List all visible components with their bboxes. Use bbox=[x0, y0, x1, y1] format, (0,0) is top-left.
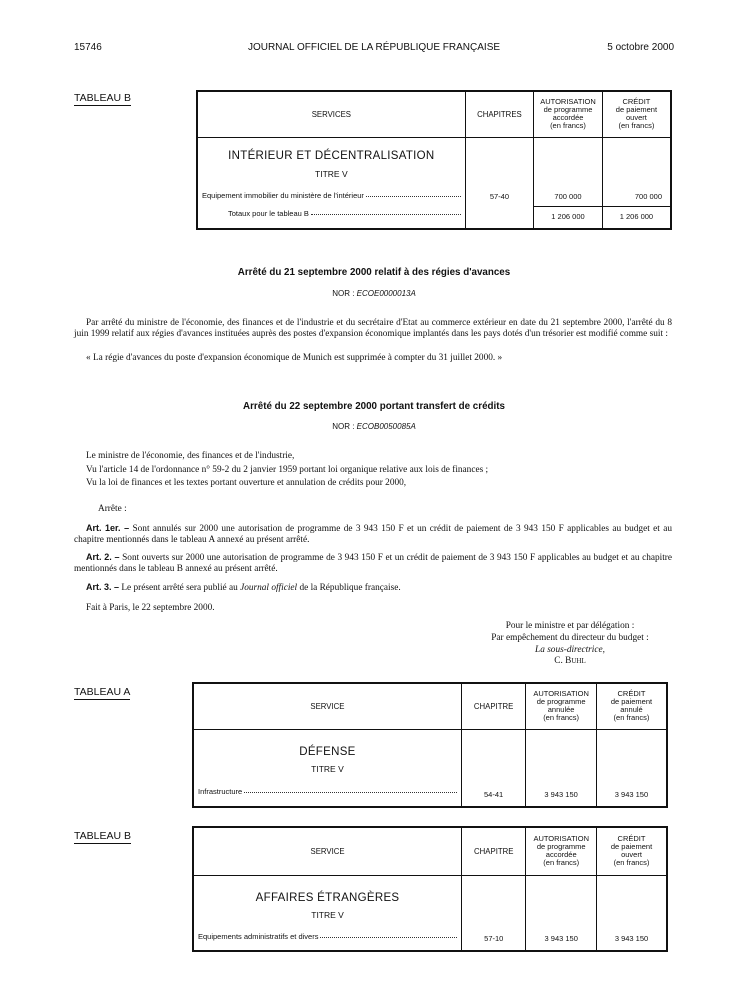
table1-col-credit: CRÉDIT de paiement ouvert (en francs) bbox=[602, 91, 671, 137]
table2-row-autorisation: 3 943 150 bbox=[544, 789, 578, 799]
table1-total: Totaux pour le tableau B bbox=[202, 209, 461, 218]
table2-col-chapitre: CHAPITRE bbox=[461, 683, 525, 729]
table2-row-credit: 3 943 150 bbox=[614, 789, 649, 799]
arrete1-para1: Par arrêté du ministre de l'économie, des finances et de l'industrie et du secrétaire d'Etat au commerce extérieur en date du 21 septembre 2000, l'arrêté du 8 juin 1999 relatif aux régies d'avances instituées auprès des postes d'expansion économique implantés dans les pays dotés d'un trésorier est modifié comme suit : bbox=[74, 318, 672, 339]
arrete2-art3: Art. 3. – Le présent arrêté sera publié au Journal officiel de la République française. bbox=[86, 582, 401, 593]
table1 bbox=[196, 90, 672, 230]
table1-total-autorisation: 1 206 000 bbox=[551, 211, 585, 221]
table3-col-credit: CRÉDIT de paiement ouvert (en francs) bbox=[597, 827, 667, 875]
table2-section: DÉFENSE bbox=[299, 745, 356, 758]
table1-row: Equipement immobilier du ministère de l'intérieur bbox=[202, 191, 461, 200]
table3-row-chapitre: 57-10 bbox=[484, 933, 504, 943]
arrete2-nor: NOR : ECOB0050085A bbox=[332, 422, 416, 431]
table1-row-autorisation: 700 000 bbox=[554, 191, 582, 201]
table2-row: Infrastructure bbox=[198, 787, 457, 796]
arrete2-arrete: Arrête : bbox=[98, 504, 127, 514]
arrete1-title: Arrêté du 21 septembre 2000 relatif à des régies d'avances bbox=[237, 267, 511, 278]
arrete2-line3: Vu la loi de finances et les textes portant ouverture et annulation de crédits pour 2000, bbox=[86, 478, 407, 488]
table2-label: TABLEAU A bbox=[74, 686, 131, 698]
journal-title: JOURNAL OFFICIEL DE LA RÉPUBLIQUE FRANÇAISE bbox=[247, 42, 501, 53]
arrete2-line1: Le ministre de l'économie, des finances et de l'industrie, bbox=[86, 451, 295, 461]
table2-row-chapitre: 54-41 bbox=[484, 789, 504, 799]
arrete2-title: Arrêté du 22 septembre 2000 portant transfert de crédits bbox=[243, 401, 505, 412]
table1-col-autorisation: AUTORISATION de programme accordée (en francs) bbox=[534, 91, 603, 137]
table3-section: AFFAIRES ÉTRANGÈRES bbox=[255, 891, 400, 904]
arrete2-line2: Vu l'article 14 de l'ordonnance n° 59-2 du 2 janvier 1959 portant loi organique relative aux lois de finances ; bbox=[86, 465, 489, 475]
table1-row-credit: 700 000 bbox=[634, 191, 662, 201]
table1-row-chapitre: 57-40 bbox=[489, 191, 509, 201]
table3-row-credit: 3 943 150 bbox=[614, 933, 649, 943]
arrete2-art2: Art. 2. – Sont ouverts sur 2000 une autorisation de programme de 3 943 150 F et un crédit de paiement de 3 943 150 F applicables au budget et au chapitre mentionnés dans le tableau B annexé au présent arrêté. bbox=[74, 552, 673, 574]
table1-titre: TITRE V bbox=[315, 168, 348, 179]
table3-col-autorisation: AUTORISATION de programme accordée (en francs) bbox=[526, 827, 597, 875]
page-number: 15746 bbox=[74, 42, 102, 53]
table1-section: INTÉRIEUR ET DÉCENTRALISATION bbox=[228, 149, 435, 162]
arrete2-art1: Art. 1er. – Sont annulés sur 2000 une autorisation de programme de 3 943 150 F et un crédit de paiement de 3 943 150 F applicables au budget et au chapitre mentionnés dans le tableau A annexé au présent arrêté. bbox=[74, 523, 672, 545]
table2-titre: TITRE V bbox=[311, 763, 344, 774]
table3-col-chapitre: CHAPITRE bbox=[462, 827, 526, 875]
table1-col-services: SERVICES bbox=[197, 91, 465, 137]
table3-row: Equipements administratifs et divers bbox=[198, 932, 457, 941]
arrete1-nor: NOR : ECOE0000013A bbox=[332, 289, 416, 298]
arrete2-fait: Fait à Paris, le 22 septembre 2000. bbox=[86, 603, 215, 613]
page-date: 5 octobre 2000 bbox=[607, 42, 674, 53]
table2-col-service: SERVICE bbox=[193, 683, 461, 729]
table3 bbox=[192, 826, 668, 952]
table1-total-credit: 1 206 000 bbox=[619, 211, 654, 221]
signature-name: C. Buhl bbox=[554, 656, 586, 666]
arrete1-para2: « La régie d'avances du poste d'expansion économique de Munich est supprimée à compter du 31 juillet 2000. » bbox=[86, 353, 503, 363]
table3-col-service: SERVICE bbox=[193, 827, 462, 875]
signature-line3: La sous-directrice, bbox=[535, 645, 605, 655]
table2 bbox=[192, 682, 668, 808]
table3-label: TABLEAU B bbox=[74, 830, 131, 842]
table3-titre: TITRE V bbox=[311, 909, 344, 920]
table3-row-autorisation: 3 943 150 bbox=[544, 933, 578, 943]
signature-line2: Par empêchement du directeur du budget : bbox=[491, 633, 649, 643]
table1-label: TABLEAU B bbox=[74, 92, 131, 104]
table2-col-autorisation: AUTORISATION de programme annulée (en francs) bbox=[526, 683, 597, 729]
signature-line1: Pour le ministre et par délégation : bbox=[505, 621, 635, 631]
table1-col-chapitres: CHAPITRES bbox=[465, 91, 533, 137]
table2-col-credit: CRÉDIT de paiement annulé (en francs) bbox=[596, 683, 667, 729]
